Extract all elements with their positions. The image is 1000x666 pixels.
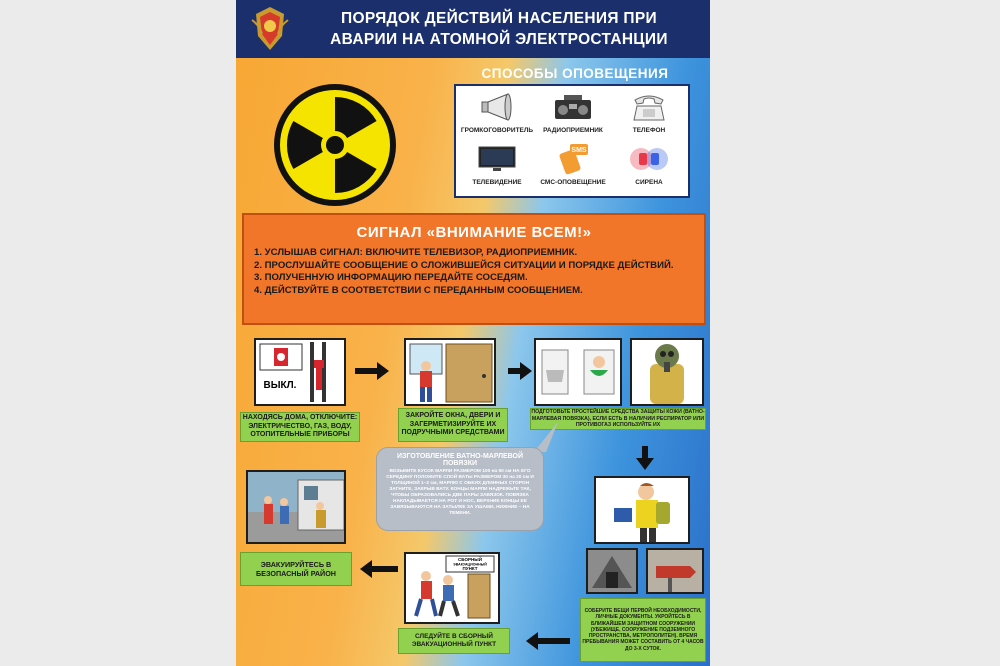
poster (236, 0, 710, 666)
siren-icon (629, 144, 669, 174)
loudspeaker-icon (480, 92, 514, 122)
shelter-entrance-icon (588, 550, 636, 592)
switch-label: ВЫКЛ. (263, 380, 297, 391)
respirator-image (534, 338, 622, 406)
tv-icon (477, 145, 517, 173)
seal-caption: ЗАКРОЙТЕ ОКНА, ДВЕРИ И ЗАГЕРМЕТИЗИРУЙТЕ ИХ ПОДРУЧНЫМИ СРЕДСТВАМИ (398, 408, 508, 442)
bandage-text: ВОЗЬМИТЕ КУСОК МАРЛИ РАЗМЕРОМ 100 на 50 см НА ЕГО СЕРЕДИНУ ПОЛОЖИТЕ СЛОЙ ВАТЫ РАЗМЕРОМ 30 на 20 см И ТОЛЩИНОЙ 1–2 см, МАРЛЮ С ОБЕИХ ДЛИННЫХ СТОРОН ЗАГНИТЕ, ЗАКРЫВ ВАТУ. КОНЦЫ МАРЛИ НАДРЕЖЬТЕ ТАК, ЧТОБЫ ОБРАЗОВАЛИСЬ ДВЕ ПАРЫ ЗАВЯЗОК. ПОВЯЗКА НАКЛАДЫВАЕТСЯ НА РОТ И НОС, ВЕРХНИЕ КОНЦЫ ЕЕ ЗАВЯЗЫВАЮТСЯ НА ЗАТЫЛКЕ ЗА УШАМИ, НИЖНИЕ – НА ТЕМЕНИ. (386, 469, 534, 516)
notify-item-sms: SMS СМС-ОПОВЕЩЕНИЕ (534, 142, 612, 186)
signal-item: 4. ДЕЙСТВУЙТЕ В СООТВЕТСТВИИ С ПЕРЕДАННЫМ СООБЩЕНИЕМ. (254, 284, 583, 296)
person-closing-window-icon (406, 340, 494, 404)
power-switch-icon (256, 340, 344, 404)
respirator-icon (536, 340, 620, 404)
page-title (294, 8, 704, 50)
point-sign-line-1: СБОРНЫЙ (458, 557, 482, 562)
sms-icon (556, 143, 590, 175)
signal-list (244, 241, 704, 297)
gas-mask-icon (632, 340, 702, 404)
assembly-point-image (404, 552, 500, 624)
poster-header (236, 0, 710, 58)
shelter-sign-icon (648, 550, 702, 592)
switch-off-image (254, 338, 346, 406)
signal-item: 2. ПРОСЛУШАЙТЕ СООБЩЕНИЕ О СЛОЖИВШЕЙСЯ СИТУАЦИИ И ПОРЯДКЕ ДЕЙСТВИЙ. (254, 259, 674, 271)
telephone-icon (631, 92, 667, 122)
sms-badge-text: SMS (571, 147, 587, 154)
notification-panel (454, 84, 690, 198)
people-boarding-bus-icon (248, 472, 344, 542)
pack-bag-image (594, 476, 690, 544)
arrow-down-icon (636, 446, 654, 470)
notification-title: СПОСОБЫ ОПОВЕЩЕНИЯ (481, 66, 669, 81)
notify-item-siren: СИРЕНА (610, 142, 688, 186)
title-line-2: АВАРИИ НА АТОМНОЙ ЭЛЕКТРОСТАНЦИИ (330, 31, 668, 48)
notify-item-tv: ТЕЛЕВИДЕНИЕ (458, 142, 536, 186)
signal-item: 3. ПОЛУЧЕННУЮ ИНФОРМАЦИЮ ПЕРЕДАЙТЕ СОСЕДЯМ. (254, 272, 528, 283)
radio-icon (554, 94, 592, 120)
collect-items-caption: СОБЕРИТЕ ВЕЩИ ПЕРВОЙ НЕОБХОДИМОСТИ, ЛИЧНЫЕ ДОКУМЕНТЫ. УКРОЙТЕСЬ В БЛИЖАЙШЕМ ЗАЩИТНОМ СООРУЖЕНИИ (УБЕЖИЩЕ, СООРУЖЕНИЕ ПОДЗЕМНОГО ПРОСТРАНСТВА, МЕТРОПОЛИТЕН). ВРЕМЯ ПРЕБЫВАНИЯ МОЖЕТ СОСТАВИТЬ ОТ 4 ЧАСОВ ДО 3-Х СУТОК. (580, 598, 706, 662)
signal-panel (242, 213, 706, 325)
bandage-instruction-bubble (376, 447, 544, 531)
title-line-1: ПОРЯДОК ДЕЙСТВИЙ НАСЕЛЕНИЯ ПРИ (341, 10, 657, 27)
shelter-sign-image (646, 548, 704, 594)
arrow-right-icon (508, 362, 532, 380)
signal-title: СИГНАЛ «ВНИМАНИЕ ВСЕМ!» (356, 224, 592, 241)
close-windows-image (404, 338, 496, 406)
assembly-point-icon (406, 554, 498, 622)
arrow-left-icon (526, 632, 570, 650)
arrow-left-icon (360, 560, 398, 578)
protect-caption: ПОДГОТОВЬТЕ ПРОСТЕЙШИЕ СРЕДСТВА ЗАЩИТЫ КОЖИ (ВАТНО-МАРЛЕВАЯ ПОВЯЗКА), ЕСЛИ ЕСТЬ В НАЛИЧИИ РЕСПИРАТОР ИЛИ ПРОТИВОГАЗ ИСПОЛЬЗУЙТЕ ИХ (531, 409, 705, 429)
notify-item-telephone: ТЕЛЕФОН (610, 90, 688, 134)
bandage-title: ИЗГОТОВЛЕНИЕ ВАТНО-МАРЛЕВОЙ ПОВЯЗКИ (396, 453, 524, 467)
switch-off-caption: НАХОДЯСЬ ДОМА, ОТКЛЮЧИТЕ: ЭЛЕКТРИЧЕСТВО, ГАЗ, ВОДУ, ОТОПИТЕЛЬНЫЕ ПРИБОРЫ (240, 412, 360, 442)
signal-item: 1. УСЛЫШАВ СИГНАЛ: ВКЛЮЧИТЕ ТЕЛЕВИЗОР, РАДИОПРИЕМНИК. (254, 247, 578, 258)
radiation-icon (272, 82, 398, 208)
arrow-right-icon (355, 362, 389, 380)
follow-point-caption: СЛЕДУЙТЕ В СБОРНЫЙ ЭВАКУАЦИОННЫЙ ПУНКТ (398, 628, 510, 654)
shelter-image (586, 548, 638, 594)
notify-item-radio: РАДИОПРИЕМНИК (534, 90, 612, 134)
notify-item-loudspeaker: ГРОМКОГОВОРИТЕЛЬ (458, 90, 536, 134)
point-sign-line-3: ПУНКТ (462, 566, 478, 571)
emblem-icon (248, 4, 292, 54)
gas-mask-image (630, 338, 704, 406)
evacuate-caption: ЭВАКУИРУЙТЕСЬ В БЕЗОПАСНЫЙ РАЙОН (240, 552, 352, 586)
point-sign-line-2: ЭВАКУАЦИОННЫЙ (453, 562, 487, 567)
evacuation-bus-image (246, 470, 346, 544)
person-packing-documents-icon (596, 478, 688, 542)
